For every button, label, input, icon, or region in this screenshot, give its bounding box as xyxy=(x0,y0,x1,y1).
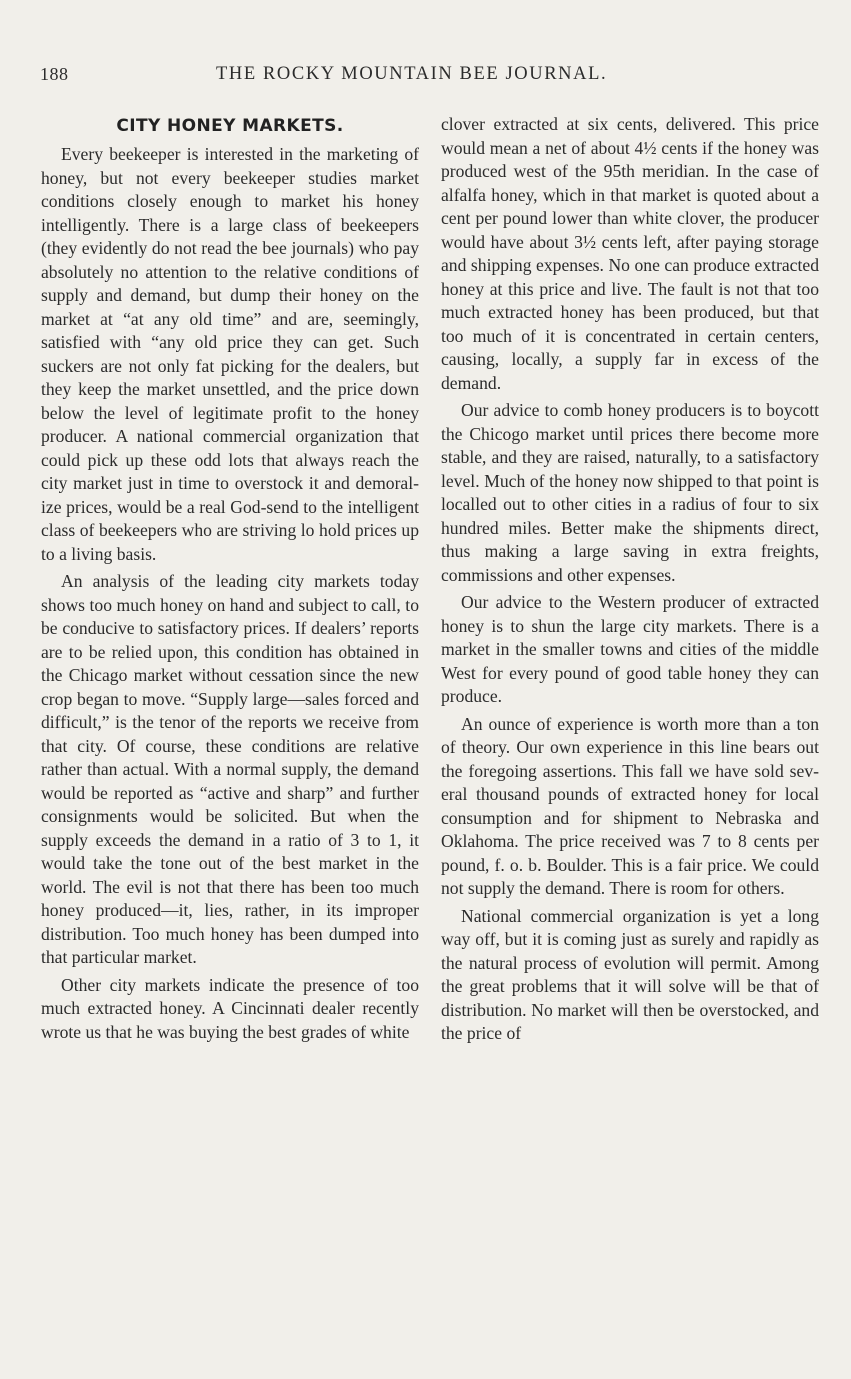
paragraph: An analysis of the leading city markets today shows too much honey on hand and subject to call, to be conducive to satisfactory prices. If dealers’ reports are to be relied upon, this condition has obtained in the Chicago market without cessation since the new crop began to move. “Supply large—sales forced and difficult,” is the tenor of the reports we receive from that city. Of course, these conditions are relative rather than actual. With a normal supply, the demand would be reported as “active and sharp” and further consignments would be solicited. But when the supply exceeds the demand in a ratio of 3 to 1, it would take the tone out of the best market in the world. The evil is not that there has been too much honey produced—it, lies, rather, in its improper distribution. Too much honey has been dumped into that particular market. xyxy=(41,571,419,967)
paragraph-continued: clover extracted at six cents, delivered. This price would mean a net of about 4½ cents if the honey was produced west of the 95th meridian. In the case of alfalfa honey, which in that market is quoted about a cent per pound lower than white clover, the producer would have about 3½ cents left, after paying storage and shipping expenses. No one can produce extracted honey at this price and live. The fault is not that too much extracted honey has been produced, but that too much of it is concentrated in certain centers, causing, locally, a supply far in excess of the demand. xyxy=(441,114,819,393)
paragraph: Our advice to the Western producer of extracted honey is to shun the large city markets. There is a market in the smaller towns and cities of the middle West for every pound of good table honey they can produce. xyxy=(441,592,819,706)
right-column xyxy=(441,113,819,1050)
page-header xyxy=(40,64,811,90)
article-heading: CITY HONEY MARKETS. xyxy=(116,116,344,136)
journal-title: THE ROCKY MOUNTAIN BEE JOURNAL. xyxy=(216,64,608,84)
paragraph: An ounce of experience is worth more than a ton of theory. Our own experience in this line bears out the foregoing assertions. This fall we have sold several thousand pounds of extracted honey for local consumption and for shipment to Nebraska and Oklahoma. The price received was 7 to 8 cents per pound, f. o. b. Boulder. This is a fair price. We could not supply the demand. There is room for others. xyxy=(441,713,819,898)
paragraph: Other city markets indicate the presence of too much extracted honey. A Cincinnati dealer recently wrote us that he was buying the best grades of white xyxy=(41,974,419,1042)
paragraph: National commercial organization is yet a long way off, but it is coming just as surely and rapidly as the natural process of evolution will permit. Among the great problems that it will solve will be that of distribution. No market will then be overstocked, and the price of xyxy=(441,905,819,1043)
page-number: 188 xyxy=(40,64,69,84)
left-column xyxy=(41,113,419,1048)
paragraph: Every beekeeper is interested in the marketing of honey, but not every beekeeper studies market conditions closely enough to market his honey intelligently. There is a large class of beekeepers (they evidently do not read the bee journals) who pay absolutely no attention to the relative conditions of supply and demand, but dump their honey on the market at “at any old time” and are, seemingly, satisfied with “any old price they can get. Such suckers are not only fat picking for the dealers, but they keep the market unsettled, and the price down below the level of legitimate profit to the honey producer. A national commercial organization that could pick up these odd lots that always reach the city market just in time to overstock it and demoralize prices, would be a real God-send to the intelligent class of beekeepers who are striving lo hold prices up to a living basis. xyxy=(41,144,419,564)
paragraph: Our advice to comb honey producers is to boycott the Chicogo market until prices there become more stable, and they are raised, naturally, to a satisfactory level. Much of the honey now shipped to that point is localled out to other cities in a radius of four to six hundred miles. Better make the shipments direct, thus making a large saving in extra freights, commissions and other expenses. xyxy=(441,400,819,585)
